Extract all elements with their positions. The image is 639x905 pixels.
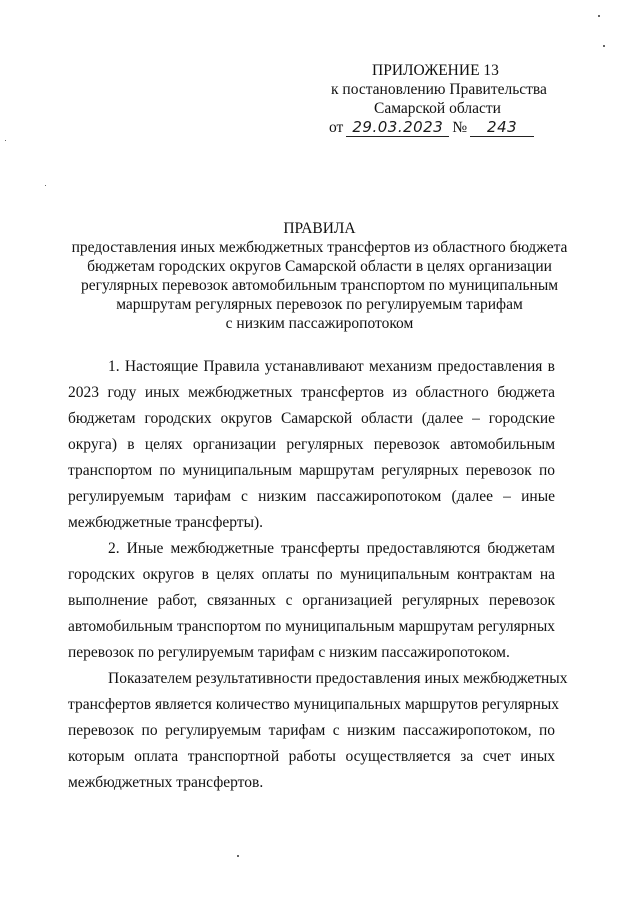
paragraph-1-line: 2023 году иных межбюджетных трансфертов из областного бюджета	[68, 384, 555, 401]
rules-subtitle-line: бюджетам городских округов Самарской области в целях организации	[87, 258, 552, 275]
appendix-region-line: Самарской области	[374, 100, 501, 117]
number-label: №	[452, 119, 468, 136]
handwritten-date: 29.03.2023	[346, 119, 449, 137]
rules-subtitle-line: предоставления иных межбюджетных трансфертов из областного бюджета	[71, 239, 568, 256]
paragraph-2-line: выполнение работ, связанных с организацией регулярных перевозок	[68, 592, 555, 609]
paragraph-3-line: межбюджетных трансфертов.	[68, 774, 264, 791]
paragraph-1-line: межбюджетные трансферты).	[68, 514, 264, 531]
paragraph-2-line: городских округов в целях оплаты по муниципальным контрактам на	[68, 566, 555, 583]
date-prefix: от	[329, 119, 344, 136]
paragraph-3-line: трансфертов является количество муниципальных маршрутов регулярных	[68, 696, 560, 713]
paragraph-3-line: перевозок по регулируемым тарифам с низким пассажиропотоком, по	[68, 722, 555, 739]
rules-subtitle-line: регулярных перевозок автомобильным транспортом по муниципальным	[80, 277, 559, 294]
scan-speck	[45, 185, 46, 186]
paragraph-2-line: 2. Иные межбюджетные трансферты предоставляются бюджетам	[108, 540, 555, 557]
appendix-date-row	[329, 118, 534, 138]
paragraph-1-line: округа) в целях организации регулярных перевозок автомобильным	[68, 436, 555, 453]
paragraph-3-line: которым оплата транспортной работы осуществляется за счет иных	[68, 748, 555, 765]
rules-heading: ПРАВИЛА	[283, 220, 356, 237]
appendix-decree-line: к постановлению Правительства	[331, 81, 547, 98]
paragraph-3-line: Показателем результативности предоставления иных межбюджетных	[108, 670, 568, 687]
handwritten-number: 243	[470, 119, 534, 137]
paragraph-1-line: бюджетам городских округов Самарской области (далее – городские	[68, 410, 555, 427]
paragraph-1-line: транспортом по муниципальным маршрутам регулярных перевозок по	[68, 462, 555, 479]
paragraph-1-line: 1. Настоящие Правила устанавливают механизм предоставления в	[108, 358, 555, 375]
paragraph-1-line: регулируемым тарифам с низким пассажиропотоком (далее – иные	[68, 488, 555, 505]
rules-subtitle-line: с низким пассажиропотоком	[225, 315, 414, 332]
scan-speck	[598, 15, 600, 17]
rules-subtitle-line: маршрутам регулярных перевозок по регулируемым тарифам	[116, 296, 523, 313]
appendix-title: ПРИЛОЖЕНИЕ 13	[372, 62, 499, 79]
paragraph-2-line: перевозок по регулируемым тарифам с низким пассажиропотоком.	[68, 644, 510, 661]
scan-speck	[237, 855, 239, 857]
scan-speck	[603, 45, 605, 47]
scan-speck	[5, 140, 6, 141]
paragraph-2-line: автомобильным транспортом по муниципальным маршрутам регулярных	[68, 618, 555, 635]
